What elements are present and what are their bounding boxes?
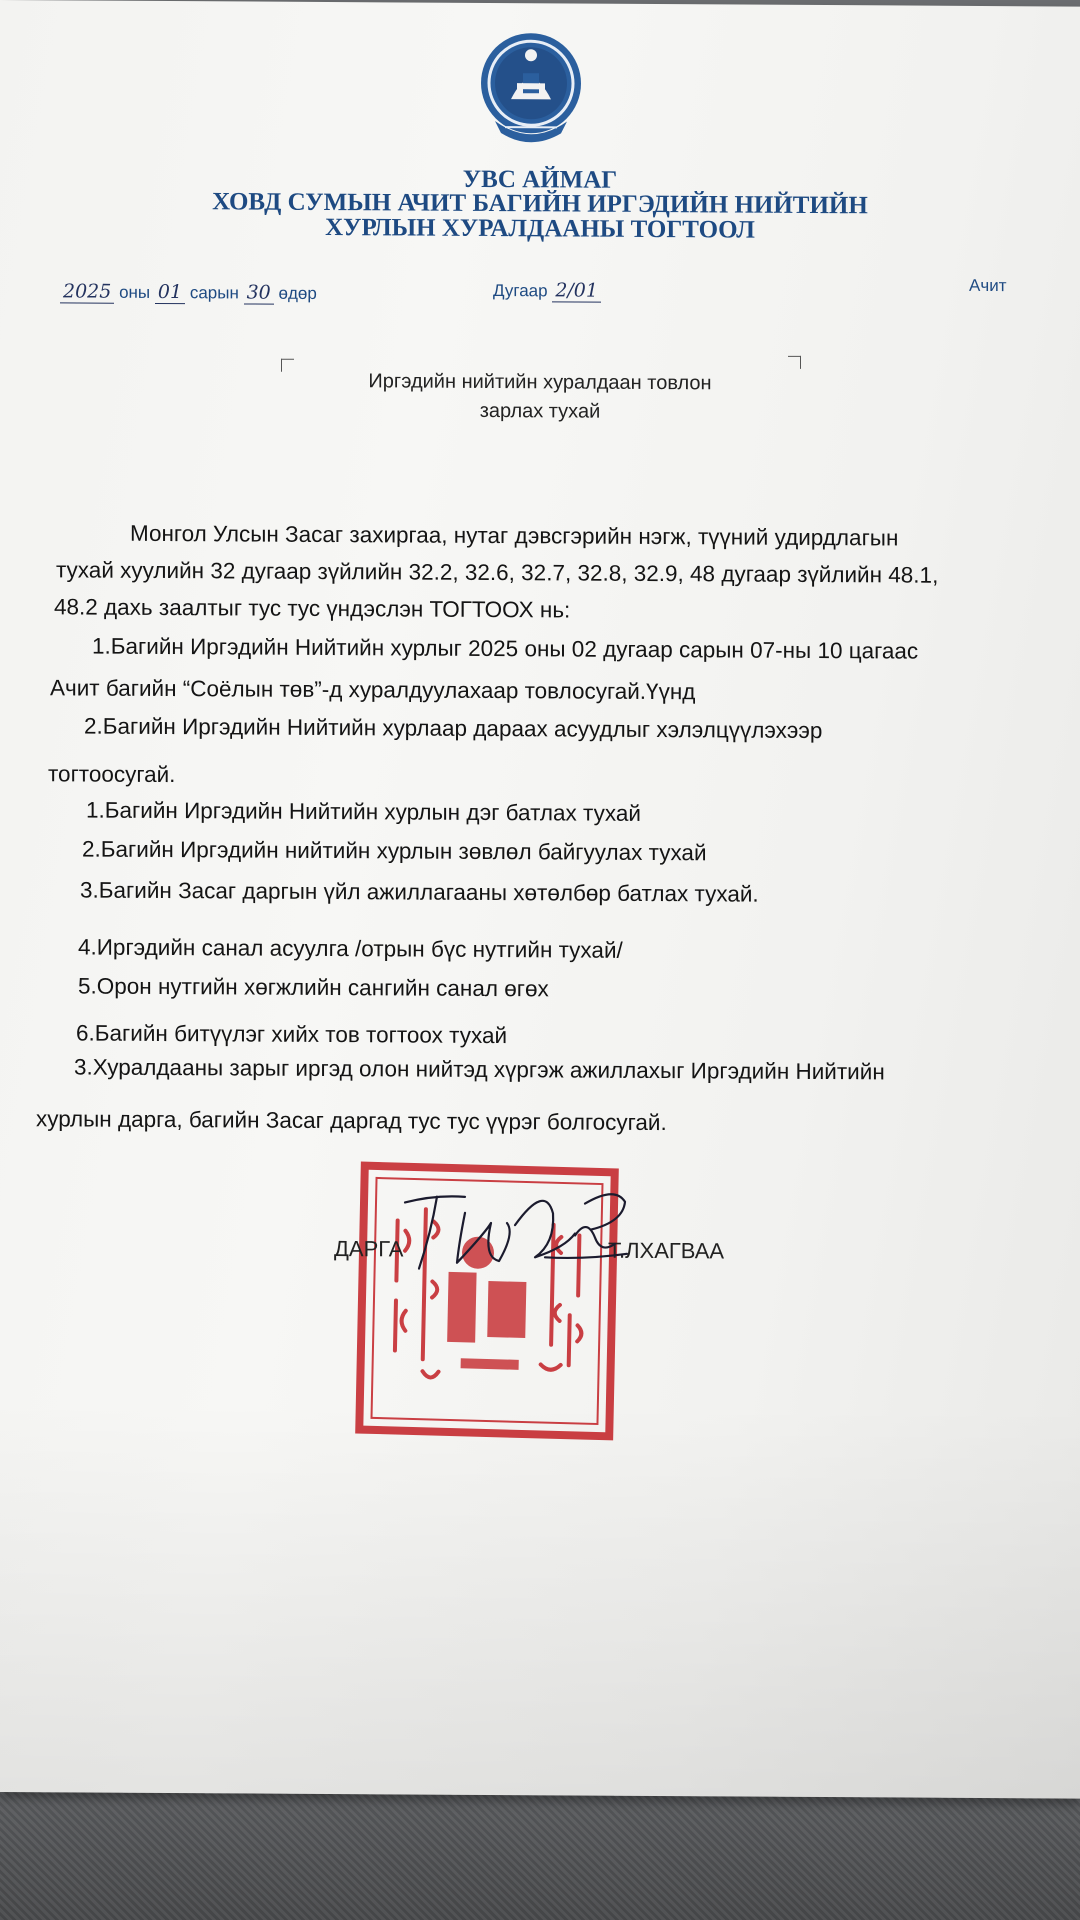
date-month-suffix: сарын bbox=[189, 283, 239, 303]
body-line: 4.Иргэдийн санал асуулга /отрын бүс нутгийн тухай/ bbox=[78, 934, 623, 963]
handwritten-signature bbox=[395, 1172, 635, 1283]
date-month: 01 bbox=[155, 281, 185, 304]
signature-title: ДАРГА bbox=[334, 1236, 404, 1262]
body-line: 48.2 дахь заалтыг тус тус үндэслэн ТОГТООХ нь: bbox=[54, 594, 571, 623]
body-line: 6.Багийн битүүлэг хийх тов тогтоох тухай bbox=[76, 1020, 508, 1049]
state-emblem-icon bbox=[477, 29, 585, 150]
decree-number-label: Дугаар bbox=[493, 281, 548, 301]
body-line: Ачит багийн “Соёлын төв”-д хуралдуулахаар товлосугай.Үүнд bbox=[50, 675, 696, 705]
date-year-suffix: оны bbox=[119, 282, 151, 302]
decree-number: 2/01 bbox=[552, 279, 601, 302]
body-line: 1.Багийн Иргэдийн Нийтийн хурлын дэг батлах тухай bbox=[86, 797, 641, 826]
body-line: 2.Багийн Иргэдийн Нийтийн хурлаар дараах асуудлыг хэлэлцүүлэхээр bbox=[84, 713, 823, 744]
subject-line-1: Иргэдийн нийтийн хуралдаан товлон bbox=[368, 370, 712, 395]
body-line: 3.Хуралдааны зарыг иргэд олон нийтэд хүргэж ажиллахыг Иргэдийн Нийтийн bbox=[74, 1054, 885, 1085]
subject-line-2: зарлах тухай bbox=[479, 399, 601, 423]
body-line: 5.Орон нутгийн хөгжлийн сангийн санал өгөх bbox=[78, 973, 549, 1002]
body-line: тогтоосугай. bbox=[48, 761, 176, 788]
place-name: Ачит bbox=[969, 275, 1007, 296]
date-year: 2025 bbox=[60, 280, 114, 303]
header-line-3: ХУРЛЫН ХУРАЛДААНЫ ТОГТООЛ bbox=[325, 213, 755, 244]
body-line: 2.Багийн Иргэдийн нийтийн хурлын зөвлөл байгуулах тухай bbox=[82, 836, 707, 866]
signature-name: Т.ЛХАГВАА bbox=[608, 1237, 725, 1264]
decree-number-line bbox=[493, 279, 601, 302]
date-day: 30 bbox=[244, 281, 274, 304]
body-line: хурлын дарга, багийн Засаг даргад тус тус үүрэг болгосугай. bbox=[36, 1106, 667, 1136]
body-line: тухай хуулийн 32 дугаар зүйлийн 32.2, 32.6, 32.7, 32.8, 32.9, 48 дугаар зүйлийн 48.1, bbox=[56, 557, 939, 588]
paper-shadow bbox=[0, 1400, 1080, 1799]
header-line-1: УВС АЙМАГ bbox=[462, 165, 618, 194]
date-line bbox=[60, 280, 317, 304]
header-line-2: ХОВД СУМЫН АЧИТ БАГИЙН ИРГЭДИЙН НИЙТИЙН bbox=[212, 188, 868, 220]
body-line: Монгол Улсын Засаг захиргаа, нутаг дэвсгэрийн нэгж, түүний удирдлагын bbox=[130, 520, 899, 551]
date-day-suffix: өдөр bbox=[278, 283, 317, 303]
body-line: 3.Багийн Засаг даргын үйл ажиллагааны хөтөлбөр батлах тухай. bbox=[80, 877, 759, 907]
body-line: 1.Багийн Иргэдийн Нийтийн хурлыг 2025 оны 02 дугаар сарын 07-ны 10 цагаас bbox=[92, 633, 919, 664]
subject-corner-mark-right bbox=[788, 356, 801, 369]
